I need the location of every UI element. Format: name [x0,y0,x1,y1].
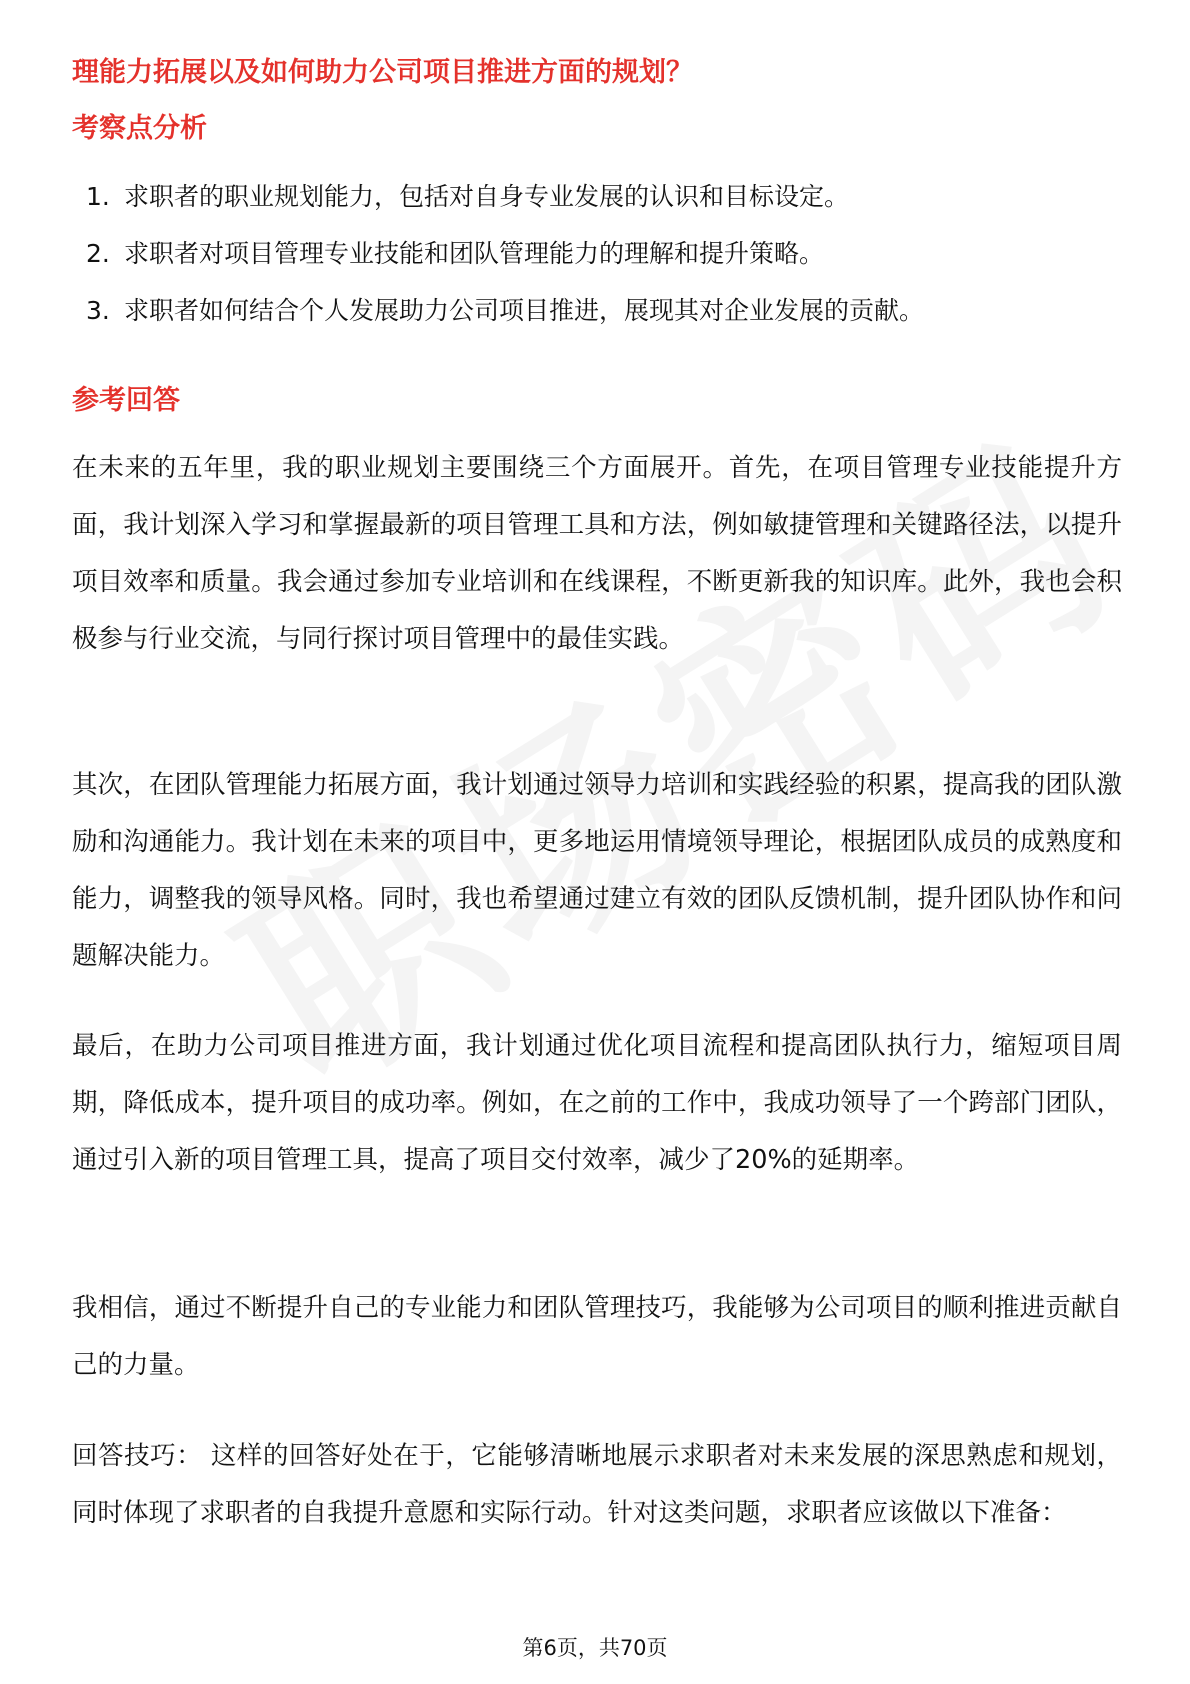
list-item [86,180,924,237]
answer-heading: 参考回答 [72,385,180,416]
list-item-number: 3. [86,296,110,325]
answer-tips-paragraph: 回答技巧： 这样的回答好处在于，它能够清晰地展示求职者对未来发展的深思熟虑和规划，同时体现了求职者的自我提升意愿和实际行动。针对这类问题，求职者应该做以下准备： [72,1441,1122,1528]
page-number: 第6页，共70页 [522,1636,668,1660]
list-item [86,237,924,294]
question-title: 理能力拓展以及如何助力公司项目推进方面的规划？ [72,57,693,88]
answer-paragraph: 我相信，通过不断提升自己的专业能力和团队管理技巧，我能够为公司项目的顺利推进贡献自己的力量。 [72,1293,1122,1380]
answer-paragraph: 其次，在团队管理能力拓展方面，我计划通过领导力培训和实践经验的积累，提高我的团队激励和沟通能力。我计划在未来的项目中，更多地运用情境领导理论，根据团队成员的成熟度和能力，调整我的领导风格。同时，我也希望通过建立有效的团队反馈机制，提升团队协作和问题解决能力。 [72,770,1122,971]
answer-paragraph: 在未来的五年里，我的职业规划主要围绕三个方面展开。首先，在项目管理专业技能提升方面，我计划深入学习和掌握最新的项目管理工具和方法，例如敏捷管理和关键路径法，以提升项目效率和质量。我会通过参加专业培训和在线课程，不断更新我的知识库。此外，我也会积极参与行业交流，与同行探讨项目管理中的最佳实践。 [72,453,1122,654]
list-item-text: 求职者如何结合个人发展助力公司项目推进，展现其对企业发展的贡献。 [124,296,925,325]
list-item-number: 2. [86,239,110,268]
list-item [86,294,924,351]
list-item-text: 求职者的职业规划能力，包括对自身专业发展的认识和目标设定。 [124,182,850,211]
analysis-list [86,180,924,351]
list-item-number: 1. [86,182,110,211]
answer-paragraph: 最后，在助力公司项目推进方面，我计划通过优化项目流程和提高团队执行力，缩短项目周期，降低成本，提升项目的成功率。例如，在之前的工作中，我成功领导了一个跨部门团队，通过引入新的项目管理工具，提高了项目交付效率，减少了20%的延期率。 [72,1031,1122,1175]
list-item-text: 求职者对项目管理专业技能和团队管理能力的理解和提升策略。 [124,239,825,268]
analysis-heading: 考察点分析 [72,113,207,144]
